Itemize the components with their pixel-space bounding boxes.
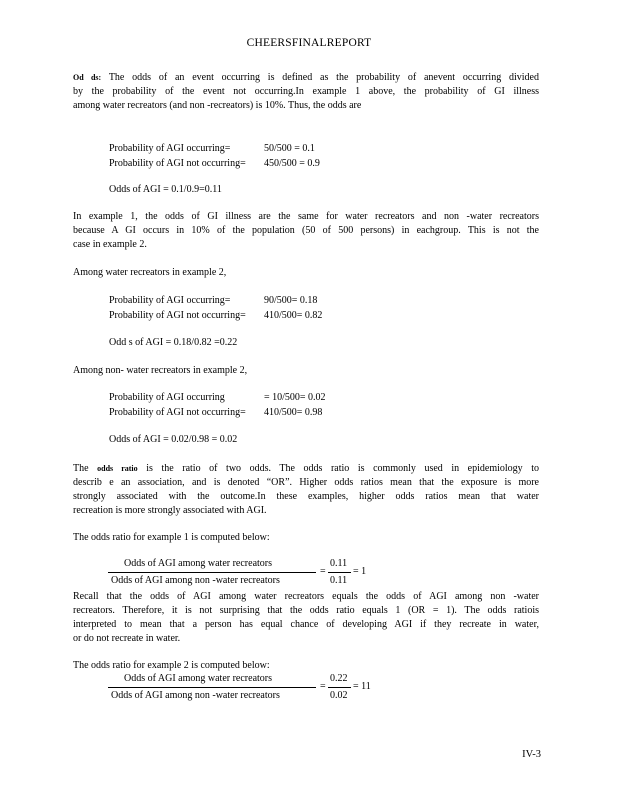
or-prefix: The bbox=[73, 463, 89, 474]
recall-line: interpreted to mean that a person has equal chance of developing AGI if they recreate in water, bbox=[73, 619, 539, 630]
calc-label: Probability of AGI occurring= bbox=[109, 295, 231, 306]
intro-line-1: The odds of an event occurring is defined as the probability of anevent occurring divided bbox=[108, 72, 539, 83]
fraction-bar bbox=[108, 572, 316, 573]
ratio1-den-value: 0.11 bbox=[330, 575, 348, 586]
equals-sign: = bbox=[320, 681, 326, 692]
example1-calculation bbox=[109, 142, 320, 171]
odds-ratio-paragraph bbox=[73, 462, 539, 518]
calc-label: Probability of AGI not occurring= bbox=[109, 309, 246, 321]
recall-paragraph bbox=[73, 590, 539, 646]
or-line: strongly associated with the outcome.In these examples, higher odds ratios mean that water bbox=[73, 491, 539, 502]
intro-line-3: among water recreators (and non -recreators) is 10%. Thus, the odds are bbox=[73, 100, 362, 111]
ratio2-numerator: Odds of AGI among water recreators bbox=[124, 673, 273, 684]
intro-line-2: by the probability of the event not occurring.In example 1 above, the probability of GI illness bbox=[73, 86, 539, 97]
page-number: IV-3 bbox=[522, 749, 541, 760]
recall-line: or do not recreate in water. bbox=[73, 633, 181, 644]
odds-ratio-term: odds ratio bbox=[97, 464, 138, 473]
ratio2-intro: The odds ratio for example 2 is computed below: bbox=[73, 660, 270, 671]
ratio1-denominator: Odds of AGI among non -water recreators bbox=[111, 575, 280, 586]
example2-nonwater-calculation bbox=[109, 391, 326, 420]
ratio1-fraction bbox=[108, 558, 378, 592]
ratio1-intro: The odds ratio for example 1 is computed below: bbox=[73, 532, 270, 543]
example2-water-odds: Odd s of AGI = 0.18/0.82 =0.22 bbox=[109, 337, 238, 348]
ratio2-num-value: 0.22 bbox=[330, 673, 348, 684]
or-line: is the ratio of two odds. The odds ratio is commonly used in epidemiology to bbox=[146, 463, 540, 474]
calc-value: 410/500= 0.98 bbox=[264, 406, 323, 418]
example1-odds: Odds of AGI = 0.1/0.9=0.11 bbox=[109, 184, 222, 195]
or-line: recreation is more strongly associated with AGI. bbox=[73, 505, 267, 516]
note-line: In example 1, the odds of GI illness are the same for water recreators and non -water recreators bbox=[73, 211, 539, 222]
example2-nonwater-intro: Among non- water recreators in example 2, bbox=[73, 365, 248, 376]
calc-label: Probability of AGI not occurring= bbox=[109, 406, 246, 418]
fraction-bar bbox=[108, 687, 316, 688]
ratio1-result: = 1 bbox=[353, 566, 367, 577]
ratio2-result: = 11 bbox=[353, 681, 371, 692]
note-line: because A GI occurs in 10% of the population (50 of 500 persons) in eachgroup. This is not the bbox=[73, 225, 539, 236]
example2-nonwater-odds: Odds of AGI = 0.02/0.98 = 0.02 bbox=[109, 434, 238, 445]
ratio2-denominator: Odds of AGI among non -water recreators bbox=[111, 690, 280, 701]
example2-water-intro: Among water recreators in example 2, bbox=[73, 267, 227, 278]
ratio1-numerator: Odds of AGI among water recreators bbox=[124, 558, 273, 569]
fraction-bar bbox=[328, 687, 351, 688]
odds-label: Od ds: bbox=[73, 73, 102, 82]
example2-water-calculation bbox=[109, 294, 322, 323]
calc-label: Probability of AGI occurring= bbox=[109, 143, 231, 154]
or-line: describ e an association, and is denoted “OR”. Higher odds ratios mean that the exposure is more bbox=[73, 477, 539, 488]
example1-note-paragraph bbox=[73, 210, 539, 252]
odds-definition-paragraph bbox=[73, 71, 539, 113]
calc-label: Probability of AGI occurring bbox=[109, 392, 225, 403]
calc-value: 450/500 = 0.9 bbox=[264, 157, 320, 169]
recall-line: recreators. Therefore, it is not surprising that the odds ratio equals 1 (OR = 1). The odds ratiois bbox=[73, 605, 539, 616]
note-line: case in example 2. bbox=[73, 239, 147, 250]
fraction-bar bbox=[328, 572, 351, 573]
calc-value: = 10/500= 0.02 bbox=[264, 392, 326, 403]
ratio2-den-value: 0.02 bbox=[330, 690, 348, 701]
calc-label: Probability of AGI not occurring= bbox=[109, 157, 246, 169]
recall-line: Recall that the odds of AGI among water recreators equals the odds of AGI among non -water bbox=[73, 591, 539, 602]
ratio1-num-value: 0.11 bbox=[330, 558, 348, 569]
ratio2-fraction bbox=[108, 673, 378, 707]
calc-value: 50/500 = 0.1 bbox=[264, 143, 315, 154]
calc-value: 410/500= 0.82 bbox=[264, 309, 323, 321]
calc-value: 90/500= 0.18 bbox=[264, 295, 318, 306]
report-header: CHEERSFINALREPORT bbox=[246, 37, 372, 49]
equals-sign: = bbox=[320, 566, 326, 577]
